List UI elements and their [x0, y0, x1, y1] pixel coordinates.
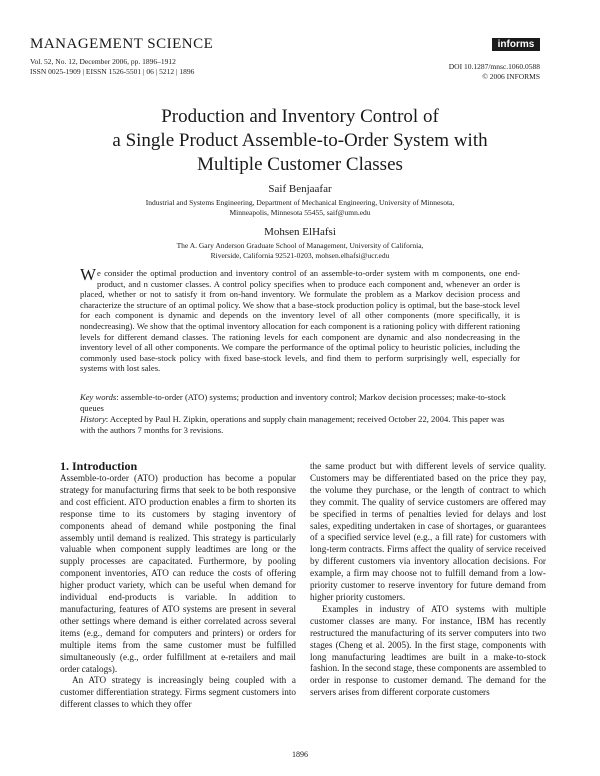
- paper-title: [0, 105, 600, 177]
- issn-line: ISSN 0025-1909 | EISSN 1526-5501 | 06 | 5212 | 1896: [30, 67, 195, 76]
- history-text: : Accepted by Paul H. Zipkin, operations and supply chain management; received October 22, 2004. This paper was with the authors 7 months for 3 revisions.: [80, 414, 505, 435]
- abstract: [80, 265, 520, 374]
- informs-logo: informs: [492, 38, 540, 51]
- page-number: 1896: [292, 750, 308, 759]
- copyright-line: © 2006 INFORMS: [482, 72, 540, 81]
- affiliation-line: Industrial and Systems Engineering, Department of Mechanical Engineering, University of Minnesota,: [145, 198, 455, 207]
- paragraph: Assemble-to-order (ATO) production has become a popular strategy for manufacturing firms that seek to be both responsive and cost efficient. ATO production enables a firm to shorten its response time to its customers by staging inventory of components ahead of demand while postponing the final assembly until demand is realized. This strategy is particularly valuable when component supply leadtimes are long or the supply processes are capacitated. Furthermore, by pooling component inventories, ATO can reduce the costs of offering higher product variety, which can be useful when demand for individual end-products is variable. In addition to manufacturing, features of ATO systems are present in several other settings where demand is either correlated across several items (e.g., demand for computers and printers) or orders for multiple items from the same customer must be fulfilled simultaneously (e.g., order fulfillment at e-retailers and mail order catalogs).: [60, 473, 296, 674]
- paragraph: the same product but with different levels of service quality. Customers may be differentiated based on the price they pay, the volume they purchase, or the length of contract to which they commit. The quality of service customers are offered may be specified in terms of penalties levied for delays and lost sales, expediting undertaken in case of shortages, or guarantees of a specified service level (e.g., a fill rate) for customers with long-term contracts. Firms affect the quality of service received by different customers via inventory allocation decisions. For example, a firm may choose not to fulfill demand from a low-priority customer to reserve inventory for future demand from higher priority customers.: [310, 461, 546, 602]
- doi-block: [449, 62, 540, 82]
- keywords: [80, 392, 520, 413]
- doi-line: DOI 10.1287/mnsc.1060.0588: [448, 62, 540, 71]
- abstract-text: e consider the optimal production and inventory control of an assemble-to-order system with m components, one end-product, and n customer classes. A control policy specifies when to produce each component and, whenever an order is placed, whether or not to satisfy it from on-hand inventory. We formulate the problem as a Markov decision process and characterize the structure of an optimal policy. We show that a base-stock production policy is optimal, but the base-stock level for each component is dynamic and depends on the inventory level of all other components (more specifically, it is nondecreasing). We show that the optimal inventory allocation for each component is a rationing policy with different rationing levels for different demand classes. The rationing levels for each component are dynamic and also nondecreasing in the inventory level of all other components. We compare the performance of the optimal policy to heuristic policies, including the commonly used base-stock policy with fixed base-stock levels, and find them to perform surprisingly well, especially for systems with lost sales.: [80, 268, 520, 374]
- affiliation-line: The A. Gary Anderson Graduate School of Management, University of California,: [176, 241, 424, 250]
- author-name: Saif Benjaafar: [268, 183, 332, 195]
- section-heading: 1. Introduction: [60, 459, 138, 473]
- paragraph: Examples in industry of ATO systems with multiple customer classes are many. For instance, IBM has recently restructured the manufacturing of its server computers into two stages (Cheng et al. 2005). In the first stage, components with long manufacturing leadtimes are built in a make-to-stock fashion. In the second stage, these components are assembled to order in response to customer demand. The demand for the servers arises from different corporate customers: [310, 603, 546, 698]
- title-line-2: a Single Product Assemble-to-Order System with: [112, 130, 488, 151]
- history-label: History: [80, 414, 106, 424]
- journal-name: MANAGEMENT SCIENCE: [30, 36, 214, 52]
- paragraph: An ATO strategy is increasingly being coupled with a customer differentiation strategy. Firms segment customers into different classes to which they offer: [60, 675, 296, 710]
- body-column-left: [60, 473, 296, 711]
- author-affiliation: [0, 198, 600, 218]
- title-line-3: Multiple Customer Classes: [197, 154, 403, 175]
- title-line-1: Production and Inventory Control of: [161, 106, 439, 127]
- body-column-right: [310, 461, 546, 699]
- issue-metadata: [30, 57, 194, 77]
- history: [80, 414, 520, 435]
- abstract-dropcap: W: [80, 265, 97, 284]
- affiliation-line: Riverside, California 92521-0203, mohsen.elhafsi@ucr.edu: [210, 251, 390, 260]
- affiliation-line: Minneapolis, Minnesota 55455, saif@umn.edu: [229, 208, 371, 217]
- author-name: Mohsen ElHafsi: [264, 226, 336, 238]
- author-affiliation: [0, 241, 600, 261]
- volume-line: Vol. 52, No. 12, December 2006, pp. 1896–1912: [30, 57, 176, 66]
- keywords-text: : assemble-to-order (ATO) systems; production and inventory control; Markov decision processes; make-to-stock queues: [80, 392, 506, 413]
- keywords-label: Key words: [80, 392, 117, 402]
